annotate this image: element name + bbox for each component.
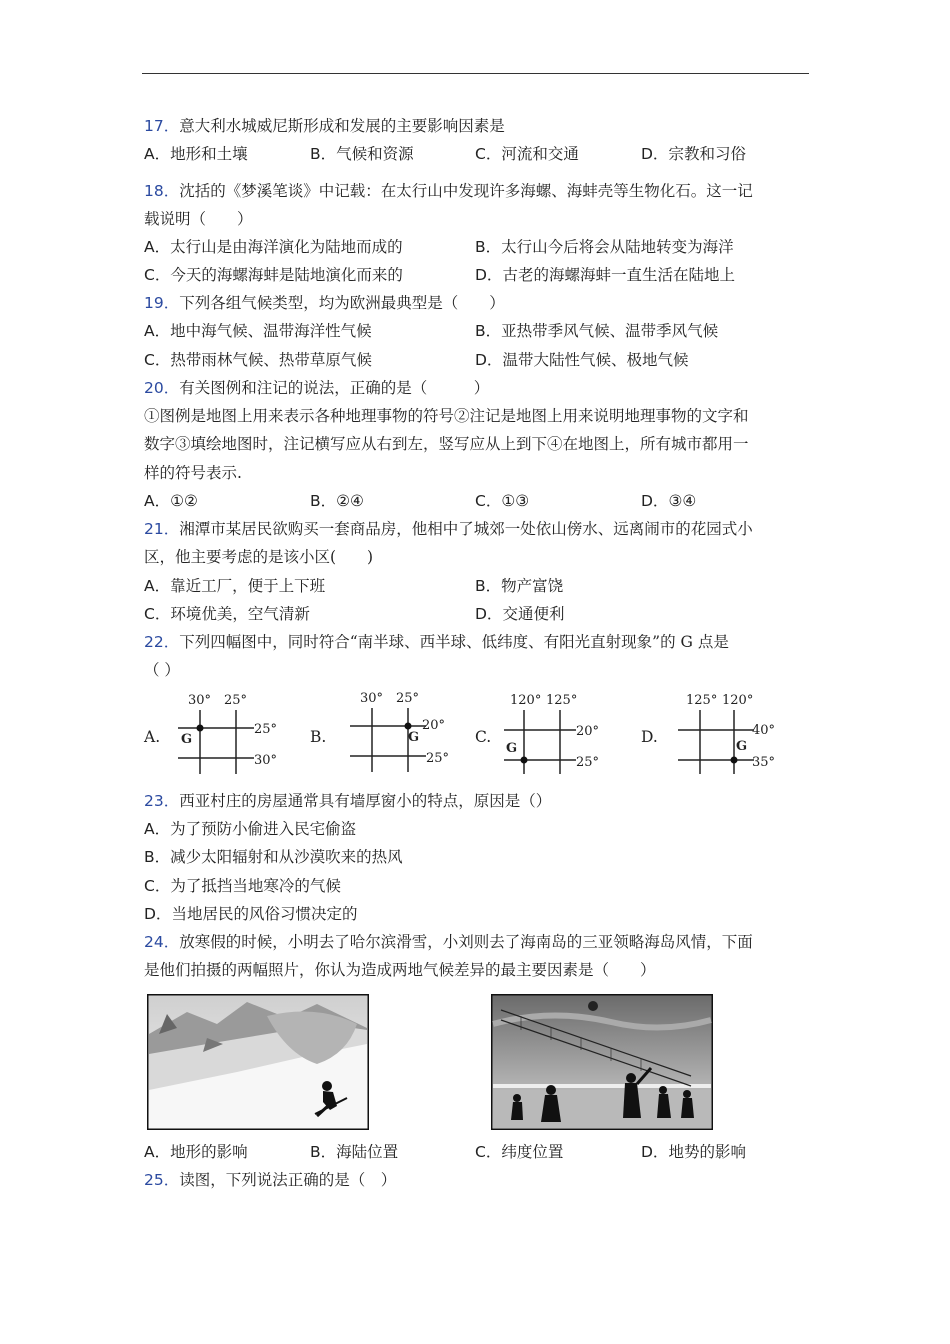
q24-option-d[interactable]: D．地势的影响 <box>641 1143 746 1161</box>
volleyball-icon <box>588 1001 598 1011</box>
question-number: 21． <box>144 520 180 538</box>
question-stem: 下列各组气候类型，均为欧洲最典型是（ ） <box>179 294 505 312</box>
q19-option-d[interactable]: D．温带大陆性气候、极地气候 <box>475 351 689 369</box>
grid-lat-label: 30° <box>254 753 278 768</box>
question-number: 18． <box>144 182 180 200</box>
question-stem: 放寒假的时候，小明去了哈尔滨滑雪，小刘则去了海南岛的三亚领略海岛风情，下面 <box>179 933 753 951</box>
grid-lon-label: 30° <box>360 691 384 706</box>
beach-volleyball-photo <box>491 994 713 1134</box>
q23-option-c[interactable]: C．为了抵挡当地寒冷的气候 <box>144 877 341 895</box>
q20-option-a[interactable]: A．①② <box>144 492 198 510</box>
grid-lon-label: 120° <box>510 693 542 708</box>
grid-lon-label: 25° <box>396 691 420 706</box>
question-stem: 意大利水城威尼斯形成和发展的主要影响因素是 <box>179 117 505 135</box>
q22-option-d-label[interactable]: D. <box>641 728 658 746</box>
grid-lat-label: 25° <box>426 751 450 766</box>
q24-option-a[interactable]: A．地形的影响 <box>144 1143 248 1161</box>
g-point-label: G <box>181 732 193 747</box>
question-stem: 读图，下列说法正确的是（ ） <box>179 1171 397 1189</box>
q22-option-b-label[interactable]: B. <box>310 728 327 746</box>
grid-lon-label: 120° <box>722 693 754 708</box>
question-19 <box>144 293 505 313</box>
q23-option-d[interactable]: D．当地居民的风俗习惯决定的 <box>144 905 358 923</box>
q22-grid-d <box>672 688 792 782</box>
g-point-label: G <box>506 741 518 756</box>
g-point-icon <box>731 757 738 764</box>
g-point-label: G <box>736 739 748 754</box>
grid-lon-label: 25° <box>224 693 248 708</box>
q17-option-d[interactable]: D．宗教和习俗 <box>641 145 746 163</box>
question-21-stem-cont: 区，他主要考虑的是该小区( ) <box>144 548 374 566</box>
q18-option-c[interactable]: C．今天的海螺海蚌是陆地演化而来的 <box>144 266 403 284</box>
q22-option-a-label[interactable]: A. <box>144 728 161 746</box>
grid-lat-label: 20° <box>422 718 446 733</box>
question-number: 17． <box>144 117 180 135</box>
q21-option-a[interactable]: A．靠近工厂，便于上下班 <box>144 577 326 595</box>
question-24-stem-cont: 是他们拍摄的两幅照片，你认为造成两地气候差异的最主要因素是（ ） <box>144 961 656 979</box>
question-stem: 湘潭市某居民欲购买一套商品房，他相中了城郊一处依山傍水、远离闹市的花园式小 <box>179 520 753 538</box>
q18-option-b[interactable]: B．太行山今后将会从陆地转变为海洋 <box>475 238 734 256</box>
g-point-icon <box>405 723 412 730</box>
q17-option-c[interactable]: C．河流和交通 <box>475 145 579 163</box>
question-17 <box>144 116 505 136</box>
question-20 <box>144 378 489 398</box>
q20-option-c[interactable]: C．①③ <box>475 492 530 510</box>
question-20-body-3: 样的符号表示. <box>144 464 242 482</box>
question-number: 22． <box>144 633 180 651</box>
g-point-label: G <box>408 730 420 745</box>
question-24 <box>144 932 753 952</box>
grid-lon-label: 125° <box>686 693 718 708</box>
grid-lat-label: 25° <box>576 755 600 770</box>
q23-option-b[interactable]: B．减少太阳辐射和从沙漠吹来的热风 <box>144 848 403 866</box>
g-point-icon <box>197 725 204 732</box>
question-stem: 下列四幅图中，同时符合“南半球、西半球、低纬度、有阳光直射现象”的 G 点是 <box>179 633 729 651</box>
question-21 <box>144 519 753 539</box>
q22-grid-a <box>172 688 292 782</box>
question-20-body-2: 数字③填绘地图时，注记横写应从右到左，竖写应从上到下④在地图上，所有城市都用一 <box>144 435 749 453</box>
question-22 <box>144 632 729 652</box>
question-25 <box>144 1170 396 1190</box>
q17-option-a[interactable]: A．地形和土壤 <box>144 145 248 163</box>
grid-lat-label: 40° <box>752 723 776 738</box>
question-20-body-1: ①图例是地图上用来表示各种地理事物的符号②注记是地图上用来说明地理事物的文字和 <box>144 407 749 425</box>
question-number: 20． <box>144 379 180 397</box>
q21-option-c[interactable]: C．环境优美，空气清新 <box>144 605 310 623</box>
question-number: 19． <box>144 294 180 312</box>
q19-option-c[interactable]: C．热带雨林气候、热带草原气候 <box>144 351 372 369</box>
skiing-photo <box>147 994 369 1134</box>
question-18 <box>144 181 753 201</box>
q21-option-d[interactable]: D．交通便利 <box>475 605 565 623</box>
q22-grid-c <box>500 688 620 782</box>
q23-option-a[interactable]: A．为了预防小偷进入民宅偷盗 <box>144 820 357 838</box>
question-number: 23． <box>144 792 180 810</box>
q19-option-b[interactable]: B．亚热带季风气候、温带季风气候 <box>475 322 719 340</box>
question-stem: 有关图例和注记的说法，正确的是（ ） <box>179 379 490 397</box>
q17-option-b[interactable]: B．气候和资源 <box>310 145 414 163</box>
question-stem: 沈括的《梦溪笔谈》中记载：在太行山中发现许多海螺、海蚌壳等生物化石。这一记 <box>179 182 753 200</box>
q24-option-b[interactable]: B．海陆位置 <box>310 1143 399 1161</box>
question-22-stem-cont: （ ） <box>144 661 180 679</box>
q18-option-a[interactable]: A．太行山是由海洋演化为陆地而成的 <box>144 238 403 256</box>
q22-option-c-label[interactable]: C. <box>475 728 492 746</box>
grid-lon-label: 30° <box>188 693 212 708</box>
q24-option-c[interactable]: C．纬度位置 <box>475 1143 564 1161</box>
question-18-stem-cont: 载说明（ ） <box>144 210 253 228</box>
g-point-icon <box>521 757 528 764</box>
grid-lon-label: 125° <box>546 693 578 708</box>
q19-option-a[interactable]: A．地中海气候、温带海洋性气候 <box>144 322 372 340</box>
question-23 <box>144 791 551 811</box>
grid-lat-label: 20° <box>576 724 600 739</box>
question-number: 25． <box>144 1171 180 1189</box>
question-stem: 西亚村庄的房屋通常具有墙厚窗小的特点，原因是（） <box>179 792 552 810</box>
question-number: 24． <box>144 933 180 951</box>
q20-option-b[interactable]: B．②④ <box>310 492 364 510</box>
q22-grid-b <box>344 686 464 780</box>
header-rule <box>142 73 809 74</box>
grid-lat-label: 35° <box>752 755 776 770</box>
q18-option-d[interactable]: D．古老的海螺海蚌一直生活在陆地上 <box>475 266 735 284</box>
grid-lat-label: 25° <box>254 722 278 737</box>
q20-option-d[interactable]: D．③④ <box>641 492 697 510</box>
q21-option-b[interactable]: B．物产富饶 <box>475 577 564 595</box>
